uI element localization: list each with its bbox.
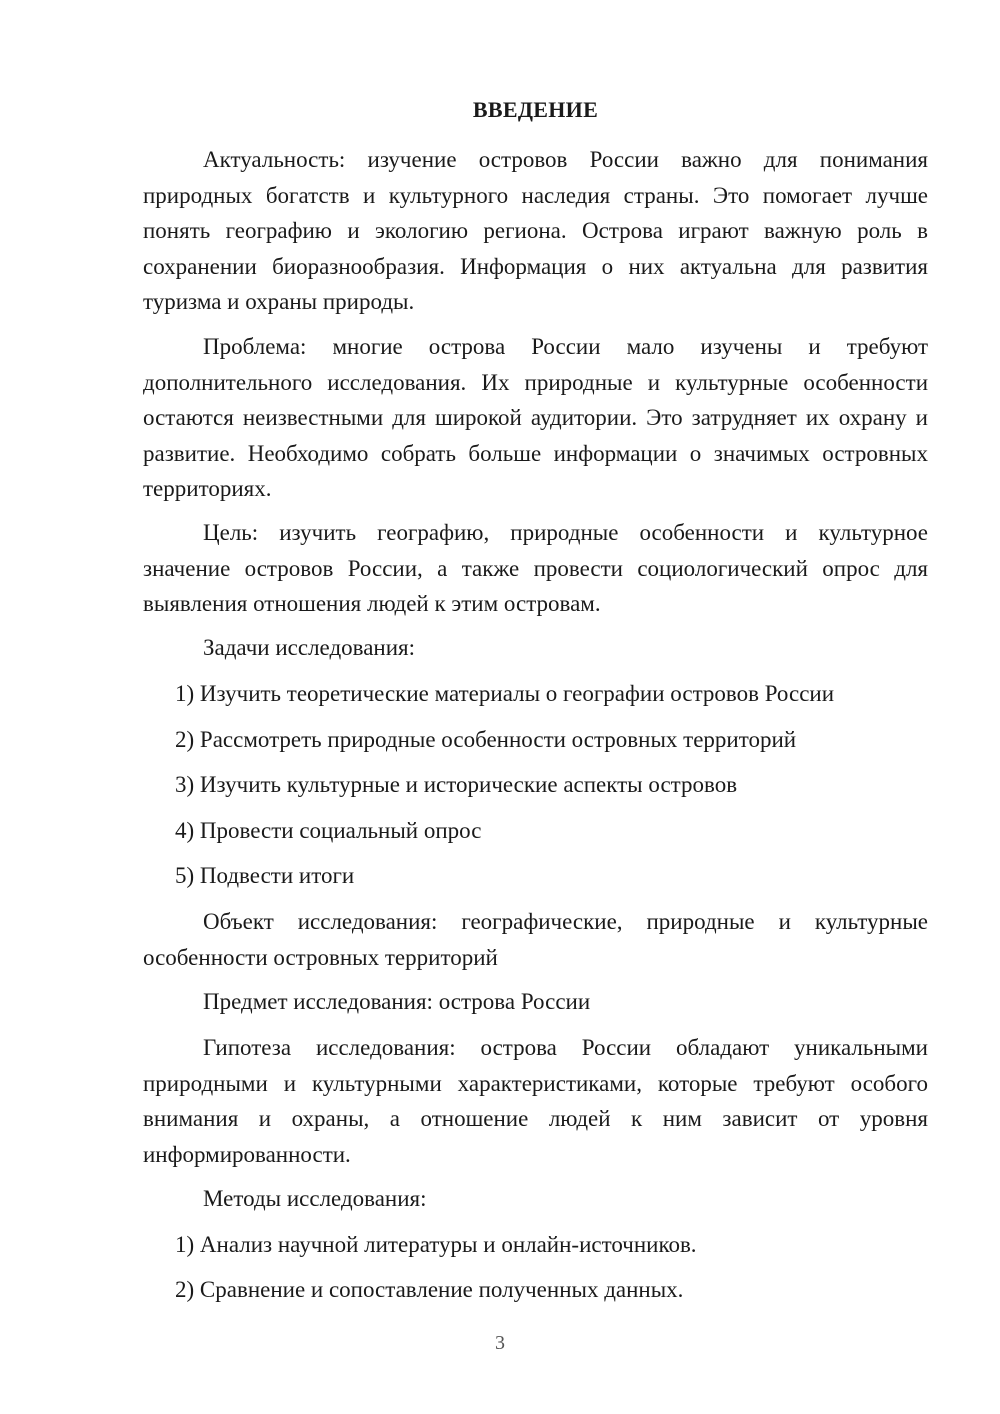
method-item: 2) Сравнение и сопоставление полученных данных. bbox=[175, 1277, 684, 1302]
task-item: 5) Подвести итоги bbox=[175, 863, 355, 888]
subject-paragraph: Предмет исследования: острова России bbox=[203, 989, 591, 1014]
task-item: 2) Рассмотреть природные особенности островных территорий bbox=[175, 727, 797, 752]
problem-paragraph: Проблема: многие острова России мало изучены и требуют дополнительного исследования. Их природные и культурные особенности остаются неизвестными для широкой аудитории. Это затрудняет их охрану и развитие. Необходимо собрать больше информации о значимых островных территориях. bbox=[143, 334, 928, 501]
relevance-paragraph: Актуальность: изучение островов России важно для понимания природных богатств и культурного наследия страны. Это помогает лучше понять географию и экологию региона. Острова играют важную роль в сохранении биоразнообразия. Информация о них актуальна для развития туризма и охраны природы. bbox=[143, 147, 928, 314]
hypothesis-paragraph: Гипотеза исследования: острова России обладают уникальными природными и культурными характеристиками, которые требуют особого внимания и охраны, а отношение людей к ним зависит от уровня информированности. bbox=[143, 1035, 928, 1167]
task-item: 1) Изучить теоретические материалы о географии островов России bbox=[175, 681, 835, 706]
task-item: 3) Изучить культурные и исторические аспекты островов bbox=[175, 772, 738, 797]
section-title: ВВЕДЕНИЕ bbox=[472, 97, 599, 122]
object-paragraph: Объект исследования: географические, природные и культурные особенности островных территорий bbox=[143, 909, 928, 970]
goal-paragraph: Цель: изучить географию, природные особенности и культурное значение островов России, а также провести социологический опрос для выявления отношения людей к этим островам. bbox=[143, 520, 928, 616]
methods-heading: Методы исследования: bbox=[203, 1186, 427, 1211]
tasks-heading: Задачи исследования: bbox=[203, 635, 416, 660]
page-number: 3 bbox=[495, 1332, 505, 1354]
method-item: 1) Анализ научной литературы и онлайн-источников. bbox=[175, 1232, 697, 1257]
task-item: 4) Провести социальный опрос bbox=[175, 818, 482, 843]
